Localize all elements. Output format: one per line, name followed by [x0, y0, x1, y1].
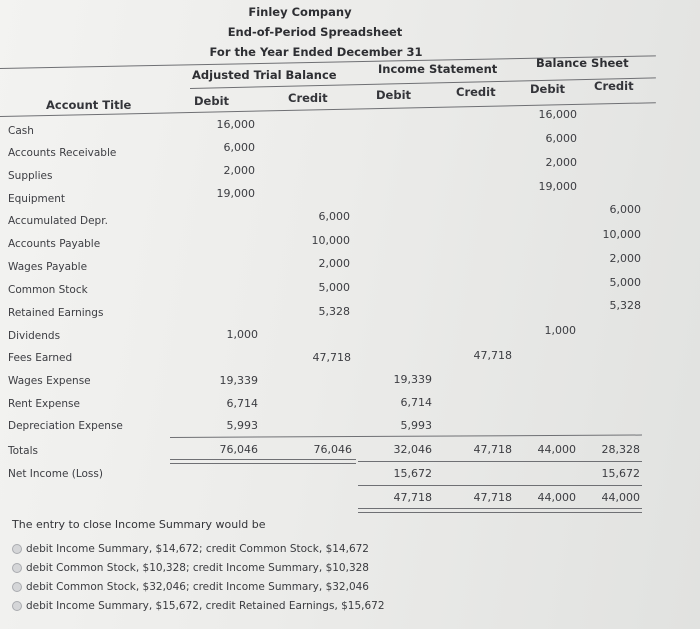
is-debit-cell: 5,993	[400, 419, 432, 432]
group-balance-sheet: Balance Sheet	[536, 56, 629, 70]
is-debit-cell: 6,714	[400, 396, 432, 409]
account-name: Rent Expense	[8, 398, 80, 410]
col-atb-credit: Credit	[288, 91, 328, 105]
account-name: Common Stock	[8, 284, 88, 296]
bs-credit-total: 28,328	[601, 443, 640, 456]
bs-credit-net-income: 15,672	[601, 467, 640, 480]
account-name: Supplies	[8, 170, 53, 182]
bs-debit-cell: 19,000	[538, 180, 577, 193]
bs-debit-cell: 6,000	[545, 132, 577, 145]
atb-debit-cell: 19,339	[219, 374, 258, 387]
answer-option-label: debit Common Stock, $32,046; credit Income Summary, $32,046	[26, 581, 369, 593]
atb-debit-cell: 5,993	[226, 419, 258, 432]
radio-icon[interactable]	[12, 544, 22, 554]
col-account-title: Account Title	[46, 98, 132, 112]
totals-rule	[170, 435, 642, 438]
answer-option-2[interactable]	[12, 562, 369, 574]
atb-debit-cell: 6,000	[223, 141, 255, 154]
atb-credit-cell: 5,328	[318, 305, 350, 318]
bs-credit-cell: 5,328	[609, 299, 641, 312]
atb-debit-cell: 6,714	[226, 397, 258, 410]
account-name: Retained Earnings	[8, 307, 104, 319]
group-income-statement: Income Statement	[378, 62, 498, 76]
bs-debit-cell: 2,000	[545, 156, 577, 169]
radio-icon[interactable]	[12, 563, 22, 573]
is-debit-cell: 19,339	[393, 373, 432, 386]
question-prompt: The entry to close Income Summary would be	[12, 518, 266, 531]
col-atb-debit: Debit	[194, 94, 230, 108]
answer-option-label: debit Income Summary, $14,672; credit Common Stock, $14,672	[26, 543, 369, 555]
answer-option-1[interactable]	[12, 543, 369, 555]
bs-debit-cell: 16,000	[538, 108, 577, 121]
col-bs-debit: Debit	[530, 82, 566, 96]
answer-option-label: debit Income Summary, $15,672, credit Retained Earnings, $15,672	[26, 600, 385, 612]
atb-credit-total: 76,046	[313, 443, 352, 456]
col-bs-credit: Credit	[594, 79, 634, 93]
account-name: Dividends	[8, 330, 61, 342]
account-name: Fees Earned	[8, 352, 73, 364]
atb-credit-cell: 6,000	[318, 210, 350, 223]
is-credit-cell: 47,718	[473, 349, 512, 362]
account-name: Accounts Payable	[8, 238, 101, 250]
col-is-credit: Credit	[456, 85, 496, 99]
atb-credit-cell: 5,000	[318, 281, 350, 294]
bs-credit-cell: 10,000	[602, 228, 641, 241]
bs-debit-final: 44,000	[537, 491, 576, 504]
atb-credit-cell: 47,718	[312, 351, 351, 364]
radio-icon[interactable]	[12, 582, 22, 592]
account-name: Wages Payable	[8, 261, 88, 273]
answer-option-label: debit Common Stock, $10,328; credit Income Summary, $10,328	[26, 562, 369, 574]
account-name: Equipment	[8, 193, 65, 205]
atb-debit-cell: 1,000	[226, 328, 258, 341]
account-name: Net Income (Loss)	[8, 468, 103, 480]
answer-option-4[interactable]	[12, 600, 385, 612]
sheet-period: For the Year Ended December 31	[209, 45, 423, 59]
atb-credit-cell: 10,000	[311, 234, 350, 247]
is-credit-final: 47,718	[473, 491, 512, 504]
account-name: Depreciation Expense	[8, 420, 123, 432]
bs-credit-cell: 6,000	[609, 203, 641, 216]
atb-debit-cell: 16,000	[216, 118, 255, 131]
is-debit-net-income: 15,672	[393, 467, 432, 480]
account-name: Wages Expense	[8, 375, 91, 387]
group-adjusted-trial-balance: Adjusted Trial Balance	[192, 68, 337, 82]
is-debit-total: 32,046	[393, 443, 432, 456]
bs-debit-total: 44,000	[537, 443, 576, 456]
bs-credit-cell: 5,000	[609, 276, 641, 289]
company-name: Finley Company	[248, 5, 352, 19]
is-debit-final: 47,718	[393, 491, 432, 504]
atb-credit-cell: 2,000	[318, 257, 350, 270]
account-name: Cash	[8, 125, 34, 137]
atb-double-rule	[170, 459, 356, 464]
final-double-rule	[358, 508, 642, 513]
account-name: Accumulated Depr.	[8, 215, 108, 227]
net-income-rule	[358, 485, 642, 486]
atb-debit-cell: 2,000	[223, 164, 255, 177]
is-credit-total: 47,718	[473, 443, 512, 456]
is-bs-rule	[358, 461, 642, 462]
bs-credit-final: 44,000	[601, 491, 640, 504]
bs-debit-cell: 1,000	[544, 324, 576, 337]
col-is-debit: Debit	[376, 88, 412, 102]
atb-debit-cell: 19,000	[216, 187, 255, 200]
bs-credit-cell: 2,000	[609, 252, 641, 265]
atb-debit-total: 76,046	[219, 443, 258, 456]
sheet-title: End-of-Period Spreadsheet	[227, 25, 403, 39]
answer-option-3[interactable]	[12, 581, 369, 593]
radio-icon[interactable]	[12, 601, 22, 611]
account-name: Accounts Receivable	[8, 147, 117, 159]
account-name: Totals	[8, 445, 38, 457]
